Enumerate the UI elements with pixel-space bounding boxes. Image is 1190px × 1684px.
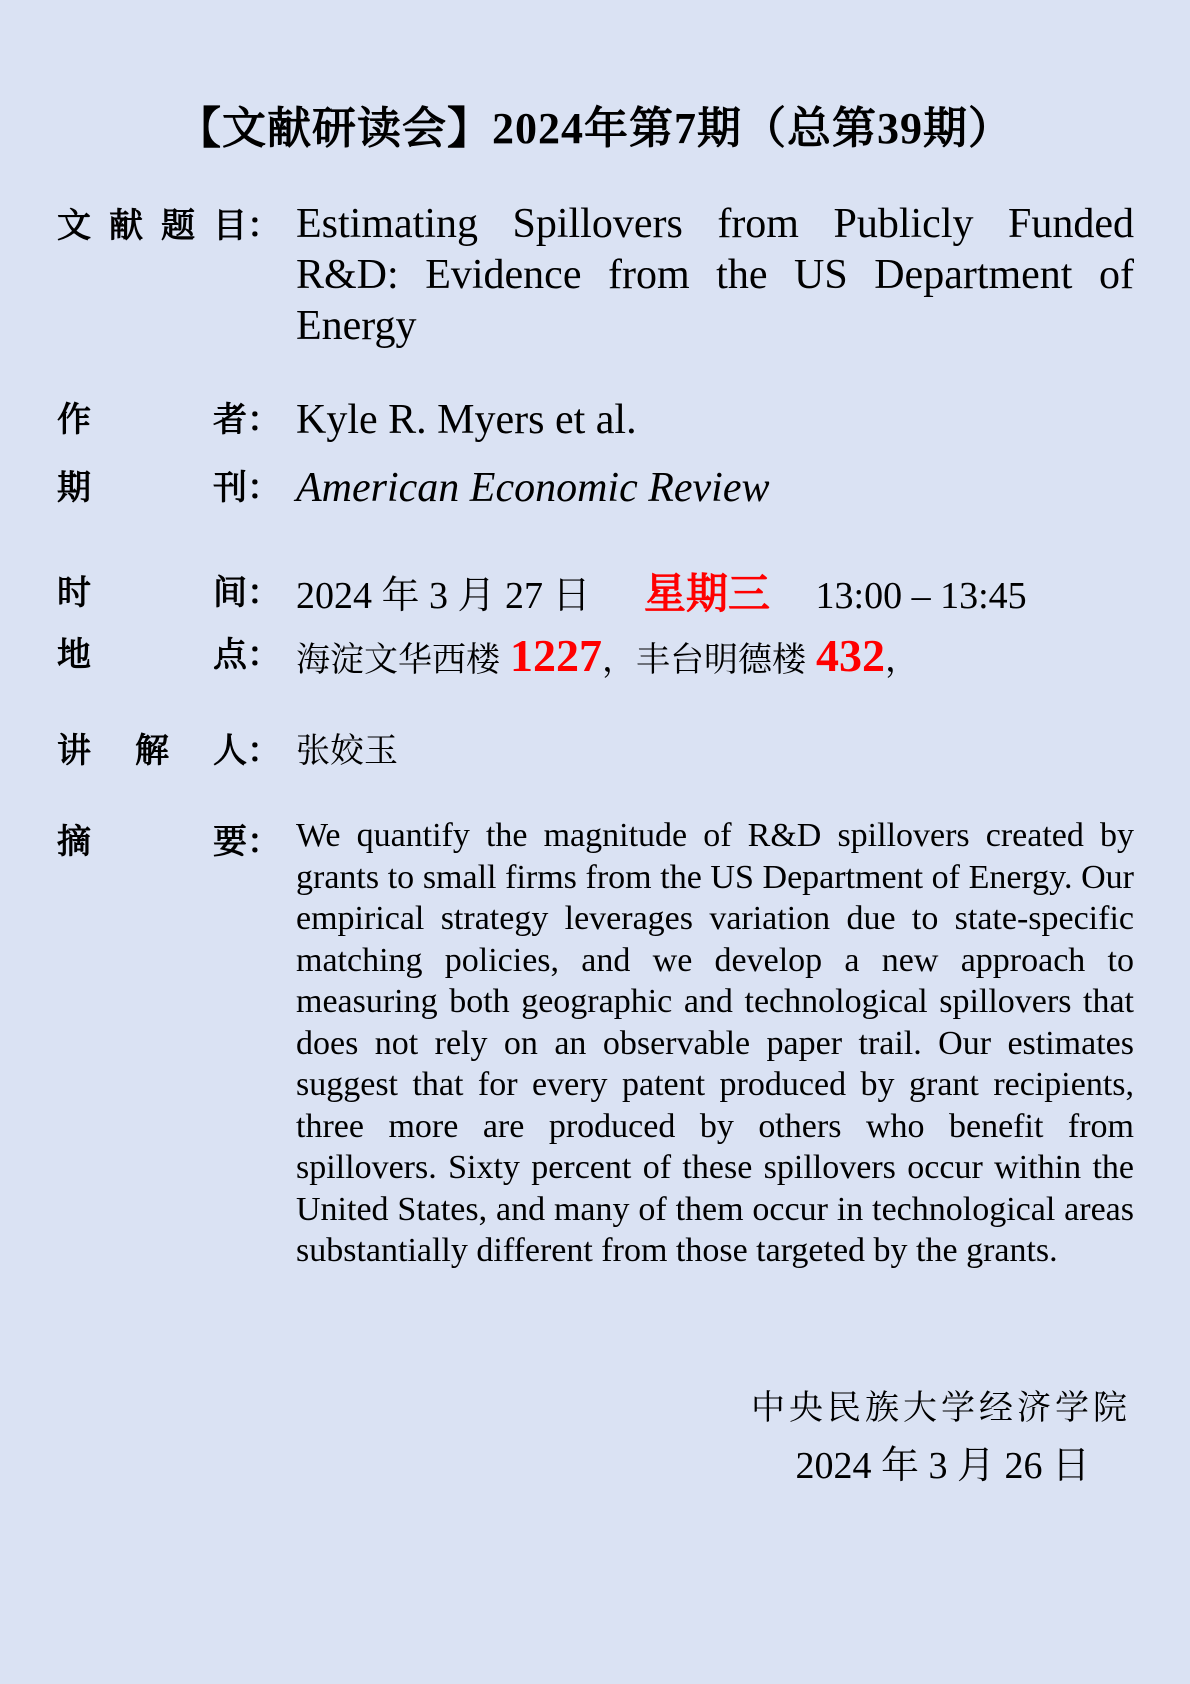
building-name: 海淀文华西楼	[296, 640, 500, 680]
label-char: 地	[57, 635, 91, 675]
room-number: 432	[816, 630, 885, 681]
label-char: 题	[161, 206, 195, 246]
label-colon: ：	[247, 731, 281, 771]
label-colon: ：	[247, 635, 281, 675]
organization-name: 中央民族大学经济学院	[751, 1388, 1131, 1428]
speaker-label	[57, 726, 281, 776]
abstract-text: We quantify the magnitude of R&D spillovers created by grants to small firms from the US Department of Energy. Our empirical strategy leverages variation due to state-specific matching policies, and we develop a new approach to measuring both geographic and technological spillovers that does not rely on an observable paper trail. Our estimates suggest that for every patent produced by grant recipients, three more are produced by others who benefit from spillovers. Sixty percent of these spillovers occur within the United States, and many of them occur in technological areas substantially different from those targeted by the grants.	[296, 817, 1134, 1269]
speaker-value: 张姣玉	[296, 731, 398, 771]
issue-date: 2024 年 3 月 26 日	[795, 1445, 1090, 1487]
label-char: 期	[57, 468, 91, 508]
building-name: 丰台明德楼	[636, 640, 806, 680]
author-label	[57, 395, 281, 445]
paper-title-value: Estimating Spillovers from Publicly Funded R&D: Evidence from the US Department of Energy	[296, 201, 1134, 349]
journal-label	[57, 463, 281, 513]
label-char: 解	[135, 731, 169, 771]
page-title: 【文献研读会】2024年第7期（总第39期）	[177, 104, 1013, 153]
label-colon: ：	[247, 400, 281, 440]
time-value	[296, 568, 1134, 622]
label-char: 讲	[57, 731, 91, 771]
label-char: 摘	[57, 822, 91, 862]
weekday-text: 星期三	[644, 569, 771, 618]
label-colon: ：	[247, 822, 281, 862]
label-char: 文	[57, 206, 91, 246]
paper-title-label	[57, 201, 281, 251]
label-colon: ：	[247, 468, 281, 508]
label-char: 刊	[213, 468, 247, 508]
label-char: 作	[57, 400, 91, 440]
label-colon: ：	[247, 206, 281, 246]
label-char: 要	[213, 822, 247, 862]
separator: ，	[602, 640, 636, 680]
label-char: 目	[213, 206, 247, 246]
label-char: 献	[109, 206, 143, 246]
time-label	[57, 568, 281, 618]
label-char: 点	[213, 635, 247, 675]
place-value	[296, 630, 1134, 686]
separator: ，	[885, 640, 919, 680]
date-text: 2024 年 3 月 27 日	[296, 575, 591, 617]
abstract-label	[57, 817, 281, 867]
label-char: 者	[213, 400, 247, 440]
label-char: 人	[213, 731, 247, 771]
room-number: 1227	[510, 630, 602, 681]
journal-value: American Economic Review	[296, 465, 770, 511]
label-char: 间	[213, 573, 247, 613]
place-label	[57, 630, 281, 680]
label-char: 时	[57, 573, 91, 613]
label-colon: ：	[247, 573, 281, 613]
hours-text: 13:00 – 13:45	[815, 575, 1027, 617]
author-value: Kyle R. Myers et al.	[296, 397, 637, 443]
